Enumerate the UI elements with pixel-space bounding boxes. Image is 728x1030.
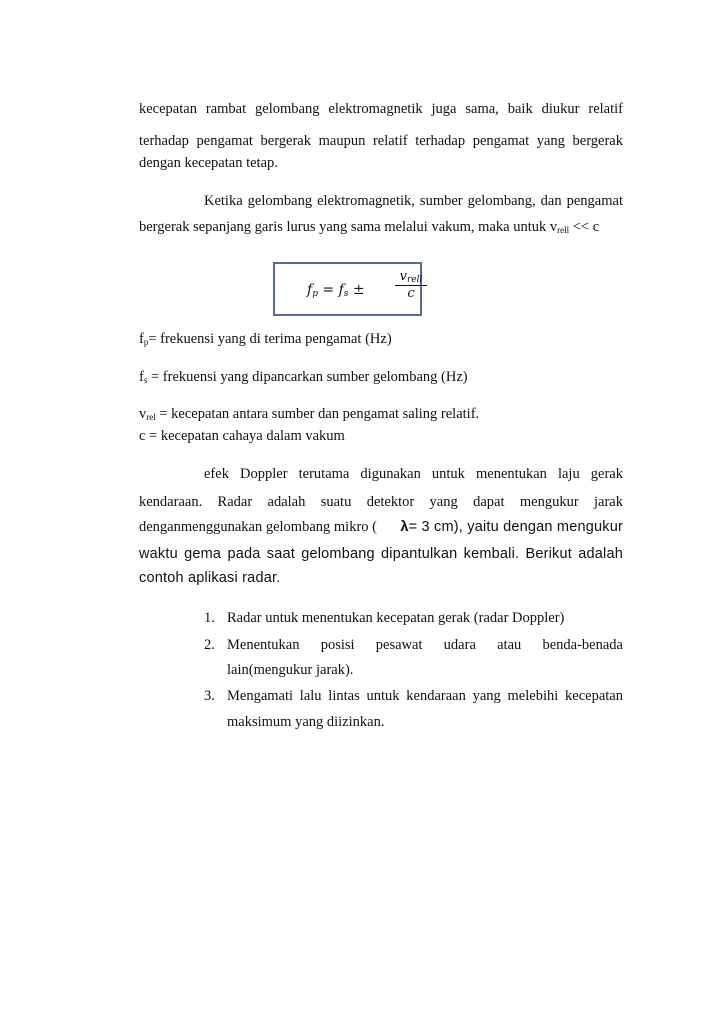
definition-vrel-sub: rel [146,412,156,422]
paragraph-2-line-2-text: bergerak sepanjang garis lurus yang sama melalui vakum, maka untuk v [139,219,558,235]
formula-v-sub: rell [406,275,423,285]
formula-denominator: c [407,286,415,301]
formula-numerator [395,269,427,284]
paragraph-2-line-2 [139,219,623,236]
paragraph-3-line-4: waktu gema pada saat gelombang dipantulkan kembali. Berikut adalah [139,546,623,562]
paragraph-1-line-1: kecepatan rambat gelombang elektromagnetik juga sama, baik diukur relatif [139,101,623,117]
paragraph-3-line-3 [139,519,623,536]
paragraph-3-line-3-serif: denganmenggunakan gelombang mikro ( [139,519,377,535]
definition-fp-symbol: f [139,331,144,347]
list-item-1-text: Radar untuk menentukan kecepatan gerak (radar Doppler) [227,610,565,626]
formula-equals: = [317,282,339,298]
paragraph-3-line-3-sans: = 3 cm), yaitu dengan mengukur [408,519,623,535]
paragraph-3-line-1: efek Doppler terutama digunakan untuk menentukan laju gerak [204,466,623,482]
definition-c: c = kecepatan cahaya dalam vakum [139,428,345,444]
definition-fs [139,369,623,386]
list-item-3-text-cont: maksimum yang diizinkan. [227,714,385,730]
formula-fp: f [307,282,313,298]
formula-fs: f [338,282,344,298]
formula-fraction [395,269,427,301]
paragraph-1-line-3: dengan kecepatan tetap. [139,155,278,171]
list-item-2-number: 2. [204,637,215,653]
formula-plus-minus: ± [348,282,365,298]
list-item-2-text: Menentukan posisi pesawat udara atau benda-benada [227,637,623,653]
list-item-3-number: 3. [204,688,215,704]
formula-lhs [307,282,365,298]
paragraph-2-subscript: rell [557,225,570,235]
paragraph-3-line-2: kendaraan. Radar adalah suatu detektor yang dapat mengukur jarak [139,494,623,510]
lambda-symbol: λ [400,519,409,535]
formula-box [273,262,422,316]
definition-fp-sub: p [143,337,149,347]
definition-fp-text: = frekuensi yang di terima pengamat (Hz) [148,331,392,347]
definition-vrel-text: = kecepatan antara sumber dan pengamat saling relatif. [155,406,480,422]
list-item-3-text: Mengamati lalu lintas untuk kendaraan yang melebihi kecepatan [227,688,623,704]
formula-fp-sub: p [312,289,318,299]
definition-vrel [139,406,623,423]
paragraph-3-line-3-sans-group [400,519,623,536]
formula-v: v [399,269,407,284]
paragraph-2-line-1: Ketika gelombang elektromagnetik, sumber gelombang, dan pengamat [204,193,623,209]
paragraph-3-line-5: contoh aplikasi radar. [139,570,281,586]
definition-fs-text: = frekuensi yang dipancarkan sumber gelombang (Hz) [147,369,468,385]
list-item-1-number: 1. [204,610,215,626]
formula-fs-sub: s [343,289,349,299]
paragraph-2-line-2-end: << c [569,219,600,235]
definition-fs-sub: s [143,375,148,385]
definition-fp [139,331,623,348]
definition-vrel-symbol: v [139,406,147,422]
definition-fs-symbol: f [139,369,144,385]
paragraph-1-line-2: terhadap pengamat bergerak maupun relatif terhadap pengamat yang bergerak [139,133,623,149]
list-item-2-text-cont: lain(mengukur jarak). [227,662,354,678]
